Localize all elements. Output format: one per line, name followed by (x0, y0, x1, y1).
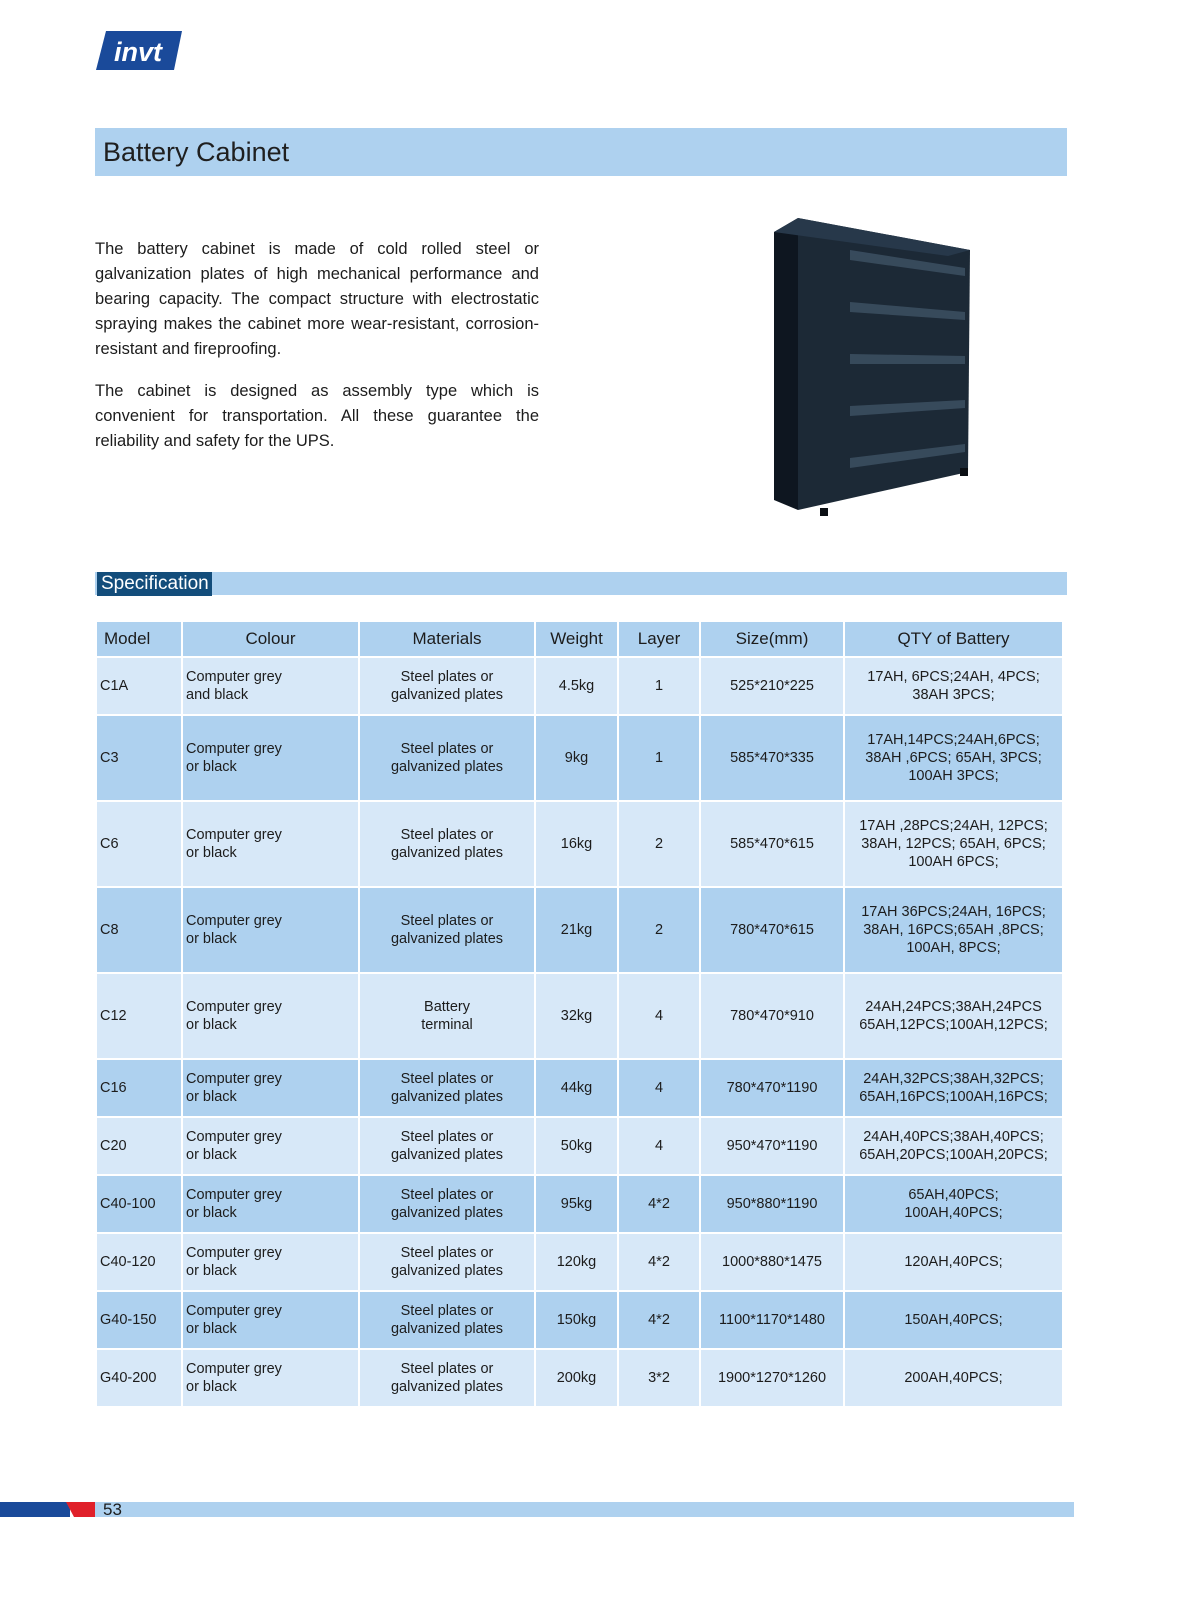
cell-colour-line: Computer grey (186, 1187, 282, 1203)
cell-colour-line: or black (186, 1147, 237, 1163)
cell-model: G40-150 (96, 1291, 182, 1349)
table-row (96, 973, 1063, 1059)
cell-materials-line: galvanized plates (390, 1379, 504, 1395)
logo-text: invt (113, 37, 163, 67)
cell-qty (844, 715, 1063, 801)
cell-materials-line: galvanized plates (390, 1205, 504, 1221)
cell-colour-line: Computer grey (186, 669, 282, 685)
cell-qty-line: 38AH, 16PCS;65AH ,8PCS; (863, 922, 1044, 938)
battery-cabinet-image (770, 210, 980, 525)
cell-materials-line: galvanized plates (390, 845, 504, 861)
specification-label: Specification (97, 572, 212, 596)
cell-materials-line: galvanized plates (390, 687, 504, 703)
cell-colour (182, 1233, 359, 1291)
invt-logo (96, 31, 182, 70)
cell-colour-line: Computer grey (186, 999, 282, 1015)
cell-colour-line: or black (186, 1017, 237, 1033)
cell-model: C40-120 (96, 1233, 182, 1291)
col-header-weight: Weight (535, 621, 618, 657)
col-header-colour: Colour (182, 621, 359, 657)
cell-materials-line: galvanized plates (390, 1321, 504, 1337)
cell-materials-line: Steel plates or (400, 1129, 494, 1145)
cell-qty (844, 1233, 1063, 1291)
intro-paragraph-2: The cabinet is designed as assembly type which is convenient for transportation. All these guarantee the reliability and safety for the UPS. (95, 382, 539, 450)
cell-size: 1900*1270*1260 (700, 1349, 844, 1407)
cell-qty-line: 17AH 36PCS;24AH, 16PCS; (861, 904, 1046, 920)
cell-materials-line: galvanized plates (390, 931, 504, 947)
cell-model: C3 (96, 715, 182, 801)
cell-qty-line: 65AH,20PCS;100AH,20PCS; (859, 1147, 1048, 1163)
cell-qty-line: 38AH 3PCS; (912, 687, 995, 703)
cell-materials-line: Steel plates or (400, 827, 494, 843)
cell-materials-line: galvanized plates (390, 1089, 504, 1105)
table-row (96, 1349, 1063, 1407)
cell-weight: 44kg (535, 1059, 618, 1117)
cell-layer: 4 (618, 1059, 700, 1117)
cell-colour-line: or black (186, 1379, 237, 1395)
cell-layer: 2 (618, 887, 700, 973)
cell-qty (844, 1291, 1063, 1349)
cell-materials (359, 801, 535, 887)
specification-table (95, 620, 1064, 1408)
table-row (96, 657, 1063, 715)
cell-materials-line: Steel plates or (400, 1187, 494, 1203)
cell-size: 525*210*225 (700, 657, 844, 715)
cell-materials-line: Steel plates or (400, 741, 494, 757)
cell-colour (182, 1349, 359, 1407)
cell-model: C16 (96, 1059, 182, 1117)
cell-materials (359, 973, 535, 1059)
page-title: Battery Cabinet (103, 137, 290, 167)
cell-colour-line: or black (186, 1321, 237, 1337)
cell-qty-line: 24AH,32PCS;38AH,32PCS; (863, 1071, 1044, 1087)
cell-model: C12 (96, 973, 182, 1059)
cell-materials (359, 887, 535, 973)
cell-size: 950*880*1190 (700, 1175, 844, 1233)
cell-colour-line: Computer grey (186, 741, 282, 757)
cell-materials (359, 1117, 535, 1175)
cell-colour-line: or black (186, 759, 237, 775)
cell-layer: 1 (618, 715, 700, 801)
cell-materials-line: galvanized plates (390, 1263, 504, 1279)
cell-layer: 4*2 (618, 1233, 700, 1291)
cell-qty-line: 150AH,40PCS; (904, 1312, 1003, 1328)
cell-qty (844, 1117, 1063, 1175)
cell-qty (844, 887, 1063, 973)
cell-size: 585*470*335 (700, 715, 844, 801)
cell-materials-line: Steel plates or (400, 1361, 494, 1377)
cell-qty (844, 1059, 1063, 1117)
cell-qty-line: 65AH,40PCS; (908, 1187, 999, 1203)
table-row (96, 801, 1063, 887)
cell-model: C8 (96, 887, 182, 973)
specification-bar (95, 572, 1067, 595)
cell-qty-line: 17AH, 6PCS;24AH, 4PCS; (867, 669, 1040, 685)
cell-weight: 9kg (535, 715, 618, 801)
title-bar (95, 128, 1067, 176)
cell-colour-line: or black (186, 845, 237, 861)
cell-layer: 4 (618, 973, 700, 1059)
cell-weight: 50kg (535, 1117, 618, 1175)
cell-materials (359, 715, 535, 801)
cell-qty-line: 65AH,16PCS;100AH,16PCS; (859, 1089, 1048, 1105)
cell-qty-line: 24AH,40PCS;38AH,40PCS; (863, 1129, 1044, 1145)
cell-materials (359, 1291, 535, 1349)
cell-materials (359, 1175, 535, 1233)
cell-weight: 4.5kg (535, 657, 618, 715)
cell-colour (182, 1117, 359, 1175)
cell-colour-line: or black (186, 1205, 237, 1221)
table-row (96, 1233, 1063, 1291)
cell-materials-line: galvanized plates (390, 759, 504, 775)
cell-colour-line: Computer grey (186, 1129, 282, 1145)
table-row (96, 1117, 1063, 1175)
cell-materials-line: Steel plates or (400, 669, 494, 685)
cell-qty-line: 100AH 6PCS; (908, 854, 999, 870)
cell-layer: 1 (618, 657, 700, 715)
cell-model: C20 (96, 1117, 182, 1175)
cell-materials-line: Steel plates or (400, 913, 494, 929)
cell-colour-line: Computer grey (186, 827, 282, 843)
page-number: 53 (103, 1500, 122, 1519)
col-header-size: Size(mm) (700, 621, 844, 657)
cell-size: 780*470*910 (700, 973, 844, 1059)
cell-qty (844, 657, 1063, 715)
cell-qty (844, 1175, 1063, 1233)
table-row (96, 1059, 1063, 1117)
col-header-materials: Materials (359, 621, 535, 657)
cell-materials (359, 657, 535, 715)
cell-size: 585*470*615 (700, 801, 844, 887)
cell-materials-line: Steel plates or (400, 1245, 494, 1261)
cell-qty-line: 38AH, 12PCS; 65AH, 6PCS; (861, 836, 1046, 852)
cell-size: 1000*880*1475 (700, 1233, 844, 1291)
footer-bar (95, 1502, 1074, 1517)
table-header-row (96, 621, 1063, 657)
cell-layer: 2 (618, 801, 700, 887)
cell-colour-line: Computer grey (186, 913, 282, 929)
table-row (96, 715, 1063, 801)
table-row (96, 887, 1063, 973)
cell-qty-line: 38AH ,6PCS; 65AH, 3PCS; (865, 750, 1042, 766)
cell-materials (359, 1233, 535, 1291)
cell-layer: 3*2 (618, 1349, 700, 1407)
intro-text (95, 237, 539, 471)
cell-colour-line: Computer grey (186, 1361, 282, 1377)
cell-colour-line: Computer grey (186, 1071, 282, 1087)
cell-weight: 95kg (535, 1175, 618, 1233)
cell-weight: 150kg (535, 1291, 618, 1349)
cell-model: C6 (96, 801, 182, 887)
intro-paragraph-1: The battery cabinet is made of cold rolled steel or galvanization plates of high mechanical performance and bearing capacity. The compact structure with electrostatic spraying makes the cabinet more wear-resistant, corrosion-resistant and fireproofing. (95, 240, 539, 358)
table-row (96, 1291, 1063, 1349)
cell-qty (844, 1349, 1063, 1407)
cell-colour-line: or black (186, 1263, 237, 1279)
cell-qty-line: 17AH,14PCS;24AH,6PCS; (867, 732, 1040, 748)
cell-qty-line: 100AH 3PCS; (908, 768, 999, 784)
cell-colour-line: or black (186, 1089, 237, 1105)
cell-materials-line: terminal (421, 1017, 473, 1033)
table-row (96, 1175, 1063, 1233)
cell-qty-line: 65AH,12PCS;100AH,12PCS; (859, 1017, 1048, 1033)
cell-colour (182, 1059, 359, 1117)
cell-materials-line: Battery (424, 999, 470, 1015)
cell-qty-line: 120AH,40PCS; (904, 1254, 1003, 1270)
cell-materials-line: Steel plates or (400, 1071, 494, 1087)
cell-colour-line: and black (186, 687, 249, 703)
cell-materials (359, 1349, 535, 1407)
cell-qty-line: 17AH ,28PCS;24AH, 12PCS; (859, 818, 1048, 834)
cell-model: G40-200 (96, 1349, 182, 1407)
cell-qty (844, 801, 1063, 887)
col-header-layer: Layer (618, 621, 700, 657)
cell-materials (359, 1059, 535, 1117)
cell-colour (182, 1175, 359, 1233)
col-header-qty: QTY of Battery (844, 621, 1063, 657)
cell-colour (182, 973, 359, 1059)
cell-materials-line: Steel plates or (400, 1303, 494, 1319)
cell-weight: 120kg (535, 1233, 618, 1291)
cell-layer: 4*2 (618, 1291, 700, 1349)
col-header-model: Model (96, 621, 182, 657)
cell-colour (182, 887, 359, 973)
cell-materials-line: galvanized plates (390, 1147, 504, 1163)
cell-size: 780*470*1190 (700, 1059, 844, 1117)
cell-qty-line: 100AH,40PCS; (904, 1205, 1003, 1221)
cell-layer: 4 (618, 1117, 700, 1175)
cell-size: 780*470*615 (700, 887, 844, 973)
cell-colour-line: Computer grey (186, 1303, 282, 1319)
cell-size: 950*470*1190 (700, 1117, 844, 1175)
cell-colour (182, 657, 359, 715)
cell-colour (182, 1291, 359, 1349)
cell-colour (182, 801, 359, 887)
cell-weight: 32kg (535, 973, 618, 1059)
specification-table-body (96, 657, 1063, 1407)
cell-model: C1A (96, 657, 182, 715)
cell-colour-line: Computer grey (186, 1245, 282, 1261)
cell-colour (182, 715, 359, 801)
cell-colour-line: or black (186, 931, 237, 947)
footer-accent (0, 1502, 96, 1517)
cell-model: C40-100 (96, 1175, 182, 1233)
cell-layer: 4*2 (618, 1175, 700, 1233)
cell-qty-line: 200AH,40PCS; (904, 1370, 1003, 1386)
cell-weight: 200kg (535, 1349, 618, 1407)
cell-qty (844, 973, 1063, 1059)
cell-weight: 16kg (535, 801, 618, 887)
cell-size: 1100*1170*1480 (700, 1291, 844, 1349)
cell-qty-line: 100AH, 8PCS; (906, 940, 1001, 956)
cell-weight: 21kg (535, 887, 618, 973)
cell-qty-line: 24AH,24PCS;38AH,24PCS (865, 999, 1042, 1015)
